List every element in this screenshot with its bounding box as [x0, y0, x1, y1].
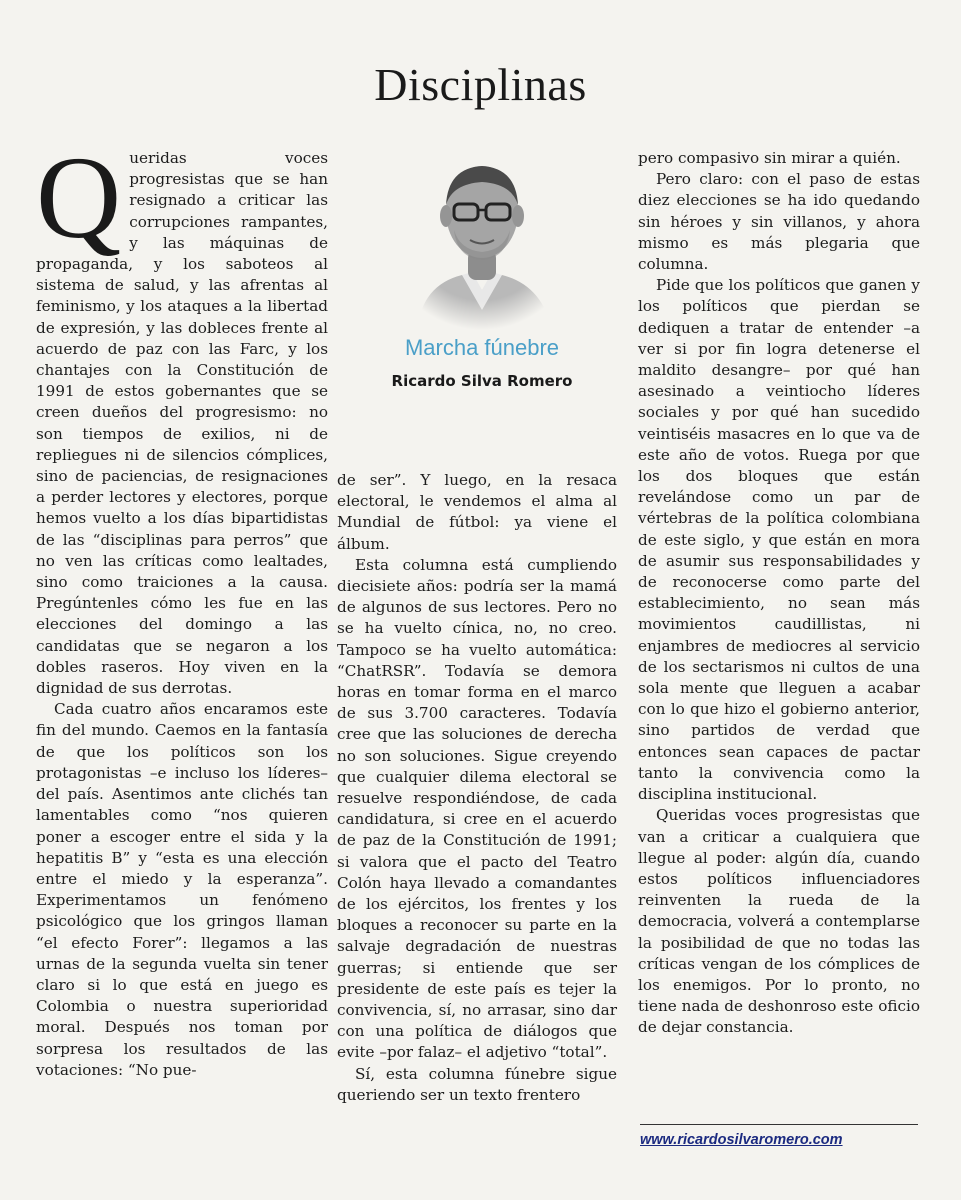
- paragraph: Sí, esta columna fúnebre sigue queriendo ser un texto frentero: [337, 1064, 617, 1104]
- column-2: [337, 470, 617, 1106]
- paragraph: Queridas voces progresistas que van a criticar a cualquiera que llegue al poder: algún día, cuando estos políticos influenciadores reinventen la rueda de la democracia, volverá a contemplarse la posibilidad de que no todas las críticas vengan de los cómplices de los enemigos. Por lo pronto, no tiene nada de deshonroso este oficio de dejar constancia.: [638, 806, 920, 1037]
- paragraph: Cada cuatro años encaramos este fin del mundo. Caemos en la fantasía de que los políticos son los protagonistas –e incluso los líderes– del país. Asentimos ante clichés tan lamentables como “nos quieren poner a escoger entre el sida y la hepatitis B” y “esta es una elección entre el miedo y la esperanza”. Experimentamos un fenómeno psicológico que los gringos llaman “el efecto Forer”: llegamos a las urnas de la segunda vuelta sin tener claro si lo que está en juego es Colombia o nuestra superioridad moral. Después nos toman por sorpresa los resultados de las votaciones: “No pue-: [36, 700, 328, 1079]
- website-link[interactable]: www.ricardosilvaromero.com: [640, 1132, 843, 1148]
- paragraph: Queridas voces progresistas que se han resignado a criticar las corrupciones rampantes, y las máquinas de propaganda, y los saboteos al sistema de salud, y las afrentas al feminismo, y los ataques a la libertad de expresión, y las dobleces frente al acuerdo de paz con las Farc, y los chantajes con la Constitución de 1991 de estos gobernantes que se creen dueños del progresismo: no son tiempos de exilios, ni de repliegues ni de silencios cómplices, sino de paciencias, de resignaciones a perder lectores y electores, porque hemos vuelto a los días bipartidistas de las “disciplinas para perros” que no ven las críticas como lealtades, sino como traiciones a la causa. Pregúntenles cómo les fue en las elecciones del domingo a las candidatas que se negaron a los dobles raseros. Hoy viven en la dignidad de sus derrotas.: [36, 132, 328, 698]
- column-1: [36, 132, 328, 1081]
- paragraph: Esta columna está cumpliendo diecisiete años: podría ser la mamá de algunos de sus lectores. Pero no se ha vuelto cínica, no, no creo. Tampoco se ha vuelto automática: “ChatRSR”. Todavía se demora horas en tomar forma en el marco de sus 3.700 caracteres. Todavía cree que las soluciones de derecha no son soluciones. Sigue creyendo que cualquier dilema electoral se resuelve respondiéndose, de cada candidatura, si cree en el acuerdo de paz de la Constitución de 1991; si valora que el pacto del Teatro Colón haya llevado a comandantes de los ejércitos, los frentes y los bloques a reconocer su parte en la salvaje degradación de nuestras guerras; si entiende que ser presidente de este país es tejer la convivencia, sí, no arrasar, sino dar con una política de diálogos que evite –por falaz– el adjetivo “total”.: [337, 555, 617, 1062]
- author-portrait: [392, 150, 572, 330]
- headline: Disciplinas: [374, 59, 587, 110]
- paragraph: Pero claro: con el paso de estas diez elecciones se ha ido quedando sin héroes y sin villanos, y ahora mismo es más plegaria que columna.: [638, 170, 920, 274]
- section-title: Marcha fúnebre: [404, 335, 560, 360]
- paragraph: de ser”. Y luego, en la resaca electoral, le vendemos el alma al Mundial de fútbol: ya viene el álbum.: [337, 471, 617, 553]
- drop-cap: Q: [36, 132, 122, 263]
- divider: [640, 1124, 918, 1125]
- paragraph: pero compasivo sin mirar a quién.: [638, 149, 901, 167]
- paragraph: Pide que los políticos que ganen y los políticos que pierdan se dediquen a tratar de entender –a ver si por fin logra detenerse el maldito desangre– por qué han asesinado a veintiocho líderes sociales y por qué han sucedido veintiséis masacres en lo que va de este año de votos. Ruega por que los dos bloques que están revelándose como un par de vértebras de la política colombiana de este siglo, y que están en mora de asumir sus responsabilidades y de reconocerse como parte del establecimiento, no sean más movimientos caudillistas, ni enjambres de mediocres al servicio de los sectarismos ni cultos de una sola mente que lleguen a acabar con lo que hizo el gobierno anterior, sino partidos de verdad que entonces sean capaces de pactar tanto la convivencia como la disciplina institucional.: [638, 276, 920, 804]
- author-name: Ricardo Silva Romero: [391, 372, 573, 390]
- column-3: [638, 148, 920, 1039]
